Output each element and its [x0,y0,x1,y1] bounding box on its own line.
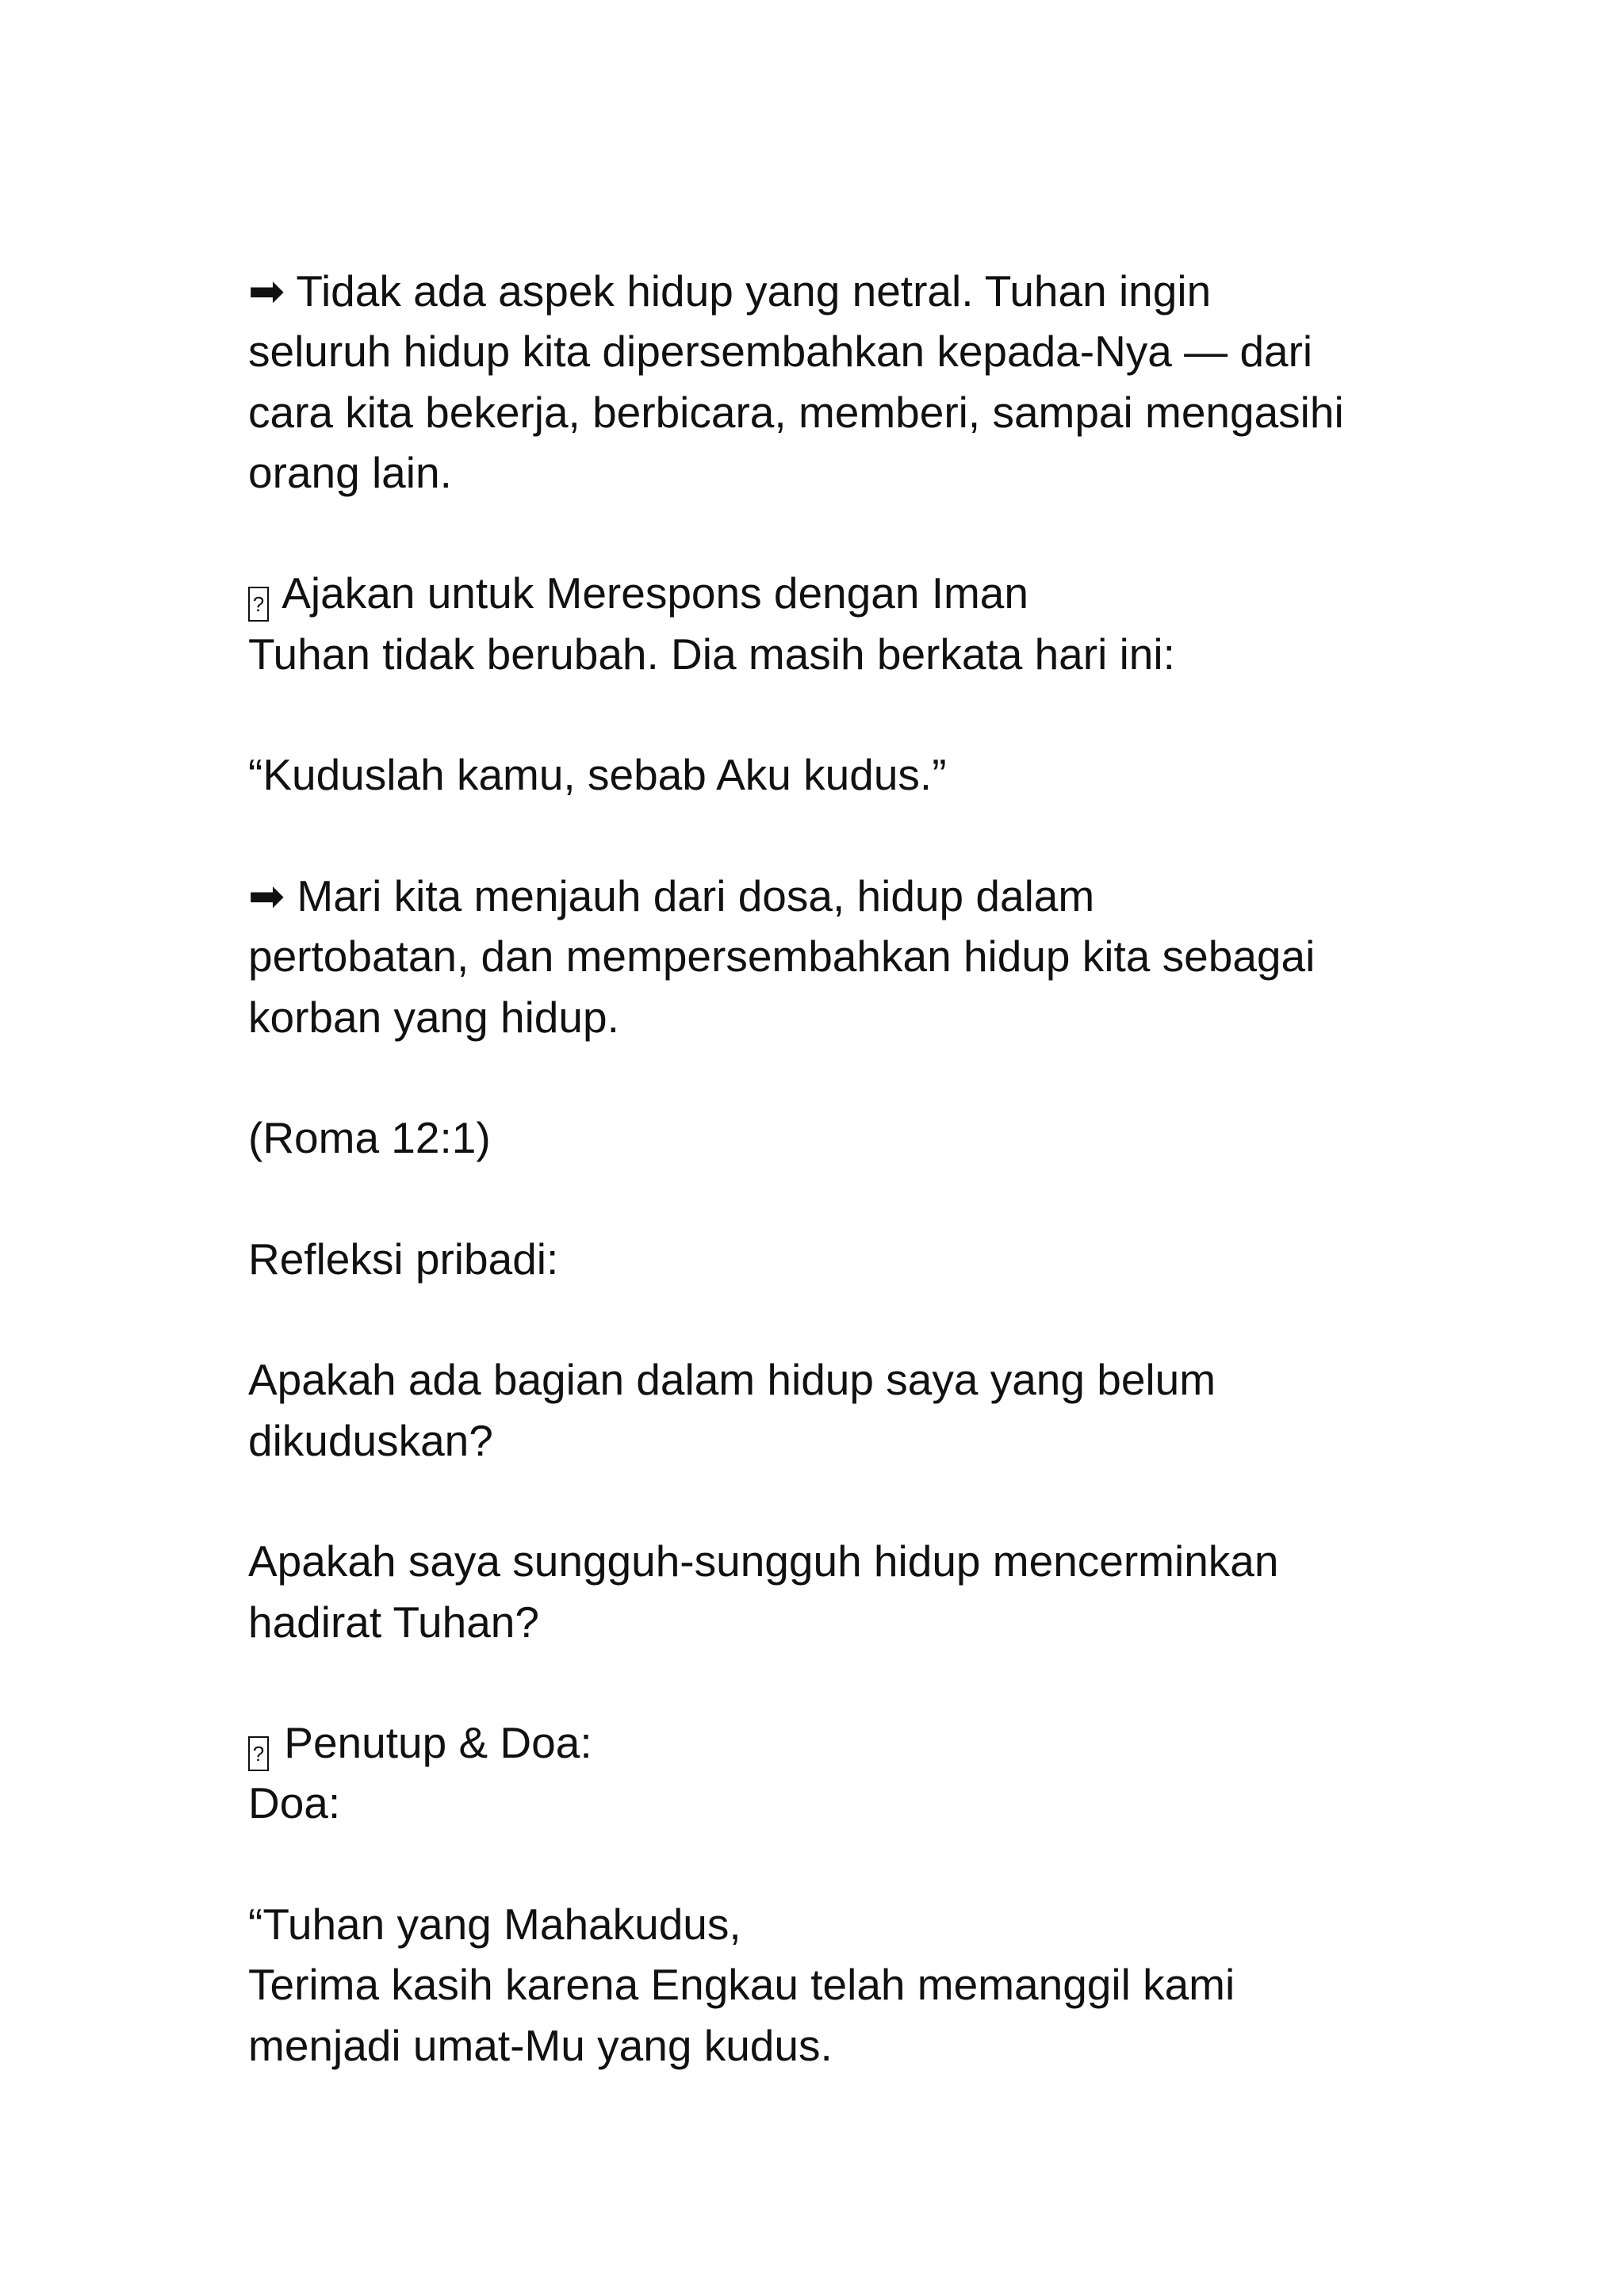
text-line [248,866,1438,926]
text-line [248,261,1438,321]
text-line: korban yang hidup. [248,992,619,1042]
paragraph-text: Tidak ada aspek hidup yang netral. Tuhan ingin [296,266,1212,316]
blank-line [248,503,1438,563]
document-page [248,261,1438,2076]
text-line: orang lain. [248,447,452,497]
prayer-line: “Tuhan yang Mahakudus, [248,1900,741,1950]
section-heading [248,563,1438,623]
reflection-question: hadirat Tuhan? [248,1597,539,1647]
reflection-question: Apakah ada bagian dalam hidup saya yang belum [248,1355,1216,1405]
heading-text: Ajakan untuk Merespons dengan Iman [282,568,1028,618]
arrow-right-icon: ➡ [248,871,285,920]
blank-line [248,1289,1438,1349]
section-heading [248,1712,1438,1773]
prayer-line: Terima kasih karena Engkau telah memanggil kami [248,1960,1235,2010]
text-line: cara kita bekerja, berbicara, memberi, sampai mengasihi [248,387,1344,437]
text-line: pertobatan, dan mempersembahkan hidup kita sebagai [248,932,1316,982]
text-line: Tuhan tidak berubah. Dia masih berkata hari ini: [248,629,1175,679]
reflection-question: dikuduskan? [248,1415,493,1465]
heading-text: Penutup & Doa: [284,1718,592,1768]
blank-line [248,1652,1438,1712]
prayer-line: menjadi umat-Mu yang kudus. [248,2020,833,2070]
missing-glyph-icon: ? [248,587,269,622]
blank-line [248,1047,1438,1108]
prayer-label: Doa: [248,1778,341,1828]
blank-line [248,1834,1438,1894]
paragraph-text: Mari kita menjauh dari dosa, hidup dalam [297,871,1095,920]
text-line: seluruh hidup kita dipersembahkan kepada-Nya — dari [248,327,1313,377]
blank-line [248,1168,1438,1228]
blank-line [248,806,1438,866]
scripture-reference: (Roma 12:1) [248,1113,491,1163]
blank-line [248,684,1438,744]
reflection-title: Refleksi pribadi: [248,1234,559,1284]
quote-line: “Kuduslah kamu, sebab Aku kudus.” [248,750,947,800]
reflection-question: Apakah saya sungguh-sungguh hidup mencerminkan [248,1536,1279,1586]
missing-glyph-icon: ? [248,1736,269,1771]
arrow-right-icon: ➡ [248,266,285,316]
blank-line [248,1471,1438,1531]
